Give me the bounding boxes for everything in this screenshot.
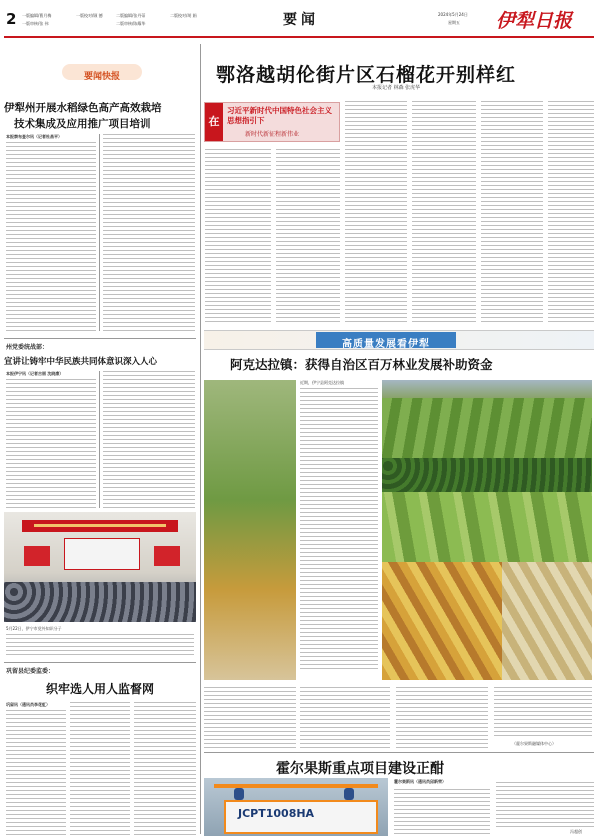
issue-weekday: 星期五 (448, 20, 460, 25)
top-byline: 本报记者 林森 张虎华 (372, 85, 421, 91)
page-number: 2 (6, 10, 17, 28)
band-label-box (316, 332, 456, 348)
article-1-body (103, 134, 195, 331)
photo-caption: 5月22日，伊宁市党外知识分子 (6, 626, 62, 631)
center-body (494, 684, 592, 736)
editor-credit: 二版编辑/张丹蒂 (116, 13, 146, 18)
top-body (276, 146, 340, 322)
photo-flag (154, 546, 180, 566)
center-body (300, 684, 390, 748)
article-3-lead: 巩留讯（通讯员李花虹） (6, 702, 50, 707)
top-body (345, 98, 407, 322)
bottom-headline: 霍尔果斯重点项目建设正酣 (276, 761, 444, 777)
section-band (204, 330, 594, 350)
editor-credit: 一版审核/张 伟 (22, 21, 49, 26)
center-lead: 近期，伊宁县阿克达拉镇 (300, 380, 344, 385)
photo-treeline (382, 458, 592, 492)
photo-worker (344, 788, 354, 800)
article-1-body (6, 141, 96, 331)
section-title: 要闻 (283, 12, 319, 28)
center-body (300, 387, 378, 669)
photo-field (382, 562, 502, 680)
photo-audience (4, 582, 196, 622)
band-label: 高质量发展看伊犁 (342, 339, 430, 350)
article-2-body (6, 378, 96, 508)
article-3-body (6, 709, 66, 835)
photo-banner-lines (34, 524, 166, 527)
bottom-lead: 霍尔果斯讯（通讯员邱新荣） (394, 779, 446, 784)
left-column (0, 44, 200, 840)
article-2-body (103, 371, 195, 508)
banner-title: 习近平新时代中国特色社会主义思想指引下 (227, 106, 332, 125)
photo-flag (24, 546, 50, 566)
photo-field (502, 562, 592, 680)
editor-credit: 二版校对/胡 娟 (170, 13, 197, 18)
article-3-kicker: 巩留县纪委监委： (6, 668, 55, 675)
article-2-title: 宣讲让铸牢中华民族共同体意识深入人心 (4, 357, 158, 367)
top-body (205, 146, 271, 322)
editor-credit: 二版审核/陈耀华 (116, 21, 146, 26)
issue-date: 2024年5月24日 (438, 12, 468, 17)
editor-credit: 一版校对/顾 德 (76, 13, 103, 18)
article-2-kicker: 州党委统战部： (6, 344, 49, 351)
masthead-rule (4, 36, 594, 38)
editor-credit: 一版编辑/曹月梅 (22, 13, 52, 18)
article-3-title: 织牢选人用人监督网 (46, 682, 155, 696)
center-footer: （霍尔果斯融媒体中心） (512, 741, 556, 746)
photo-board (64, 538, 140, 570)
top-body (412, 98, 476, 322)
article-2-lead: 本报伊宁讯（记者古丽 沈晓康） (6, 371, 64, 376)
top-headline: 鄂洛越胡伦街片区石榴花开别样红 (216, 64, 517, 86)
article-1-lead: 本报察布查尔讯（记者杜昌平） (6, 134, 62, 139)
article-3-body (134, 702, 196, 835)
photo-sky-strip (382, 380, 592, 398)
photo-worker (234, 788, 244, 800)
construction-photo (204, 778, 388, 836)
photo-field (382, 492, 592, 562)
bottom-body (496, 779, 594, 827)
news-flash-tag: 要闻快报 (62, 64, 142, 80)
newspaper-logo: 伊犁日报 (496, 10, 573, 32)
top-body (481, 98, 543, 322)
banner-badge: 在 (205, 103, 223, 141)
article-1-title: 技术集成及应用推广项目培训 (14, 118, 151, 130)
aerial-farmland-photo-left (204, 380, 296, 680)
series-banner (204, 102, 340, 142)
aerial-farmland-photo (382, 380, 592, 680)
article-2-photo (4, 512, 196, 622)
photo-lift-label: JCPT1008HA (238, 807, 315, 820)
center-body (204, 684, 296, 748)
photo-caption-text (6, 633, 194, 655)
top-body (548, 98, 594, 322)
bottom-credit: 冯超创 (570, 829, 582, 834)
masthead (0, 0, 598, 44)
article-3-body (70, 702, 130, 835)
photo-field (382, 398, 592, 458)
bottom-body (394, 786, 490, 834)
article-1-title: 伊犁州开展水稻绿色高产高效栽培 (4, 102, 162, 114)
center-headline: 阿克达拉镇：获得自治区百万林业发展补助资金 (230, 357, 493, 372)
center-body (396, 684, 488, 748)
banner-subtitle: 新时代新征程新伟业 (245, 131, 300, 138)
